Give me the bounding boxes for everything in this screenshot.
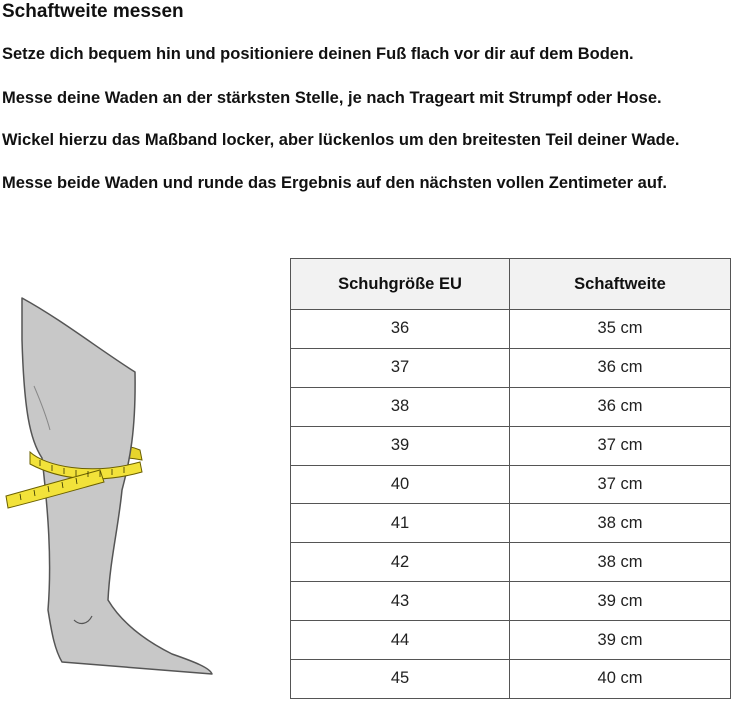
shaft-width-cell: 40 cm xyxy=(510,660,731,699)
table-row xyxy=(291,660,731,699)
table-header-row xyxy=(291,259,731,310)
shoe-size-cell: 42 xyxy=(291,543,510,582)
shoe-size-cell: 38 xyxy=(291,387,510,426)
table-row xyxy=(291,582,731,621)
size-table xyxy=(290,258,731,699)
shaft-width-cell: 35 cm xyxy=(510,310,731,349)
instruction-3: Wickel hierzu das Maßband locker, aber lückenlos um den breitesten Teil deiner Wade. xyxy=(2,131,680,149)
shoe-size-cell: 36 xyxy=(291,310,510,349)
shaft-width-cell: 38 cm xyxy=(510,543,731,582)
shaft-width-cell: 37 cm xyxy=(510,465,731,504)
shoe-size-cell: 39 xyxy=(291,426,510,465)
shoe-size-cell: 45 xyxy=(291,660,510,699)
shaft-width-cell: 39 cm xyxy=(510,582,731,621)
instruction-1: Setze dich bequem hin und positioniere deinen Fuß flach vor dir auf dem Boden. xyxy=(2,45,634,63)
shaft-width-cell: 36 cm xyxy=(510,348,731,387)
shoe-size-cell: 43 xyxy=(291,582,510,621)
instruction-4: Messe beide Waden und runde das Ergebnis auf den nächsten vollen Zentimeter auf. xyxy=(2,174,668,192)
instruction-2: Messe deine Waden an der stärksten Stelle, je nach Trageart mit Strumpf oder Hose. xyxy=(2,89,662,107)
leg-with-measuring-tape-icon xyxy=(0,290,220,690)
column-header-shaft-width: Schaftweite xyxy=(510,259,731,310)
table-row xyxy=(291,504,731,543)
shaft-width-cell: 39 cm xyxy=(510,621,731,660)
shaft-width-cell: 38 cm xyxy=(510,504,731,543)
table-row xyxy=(291,465,731,504)
table-row xyxy=(291,387,731,426)
table-row xyxy=(291,426,731,465)
table-row xyxy=(291,310,731,349)
shoe-size-cell: 37 xyxy=(291,348,510,387)
table-row xyxy=(291,621,731,660)
column-header-shoe-size: Schuhgröße EU xyxy=(291,259,510,310)
shoe-size-cell: 44 xyxy=(291,621,510,660)
table-row xyxy=(291,543,731,582)
page-title: Schaftweite messen xyxy=(2,1,184,22)
shaft-width-cell: 36 cm xyxy=(510,387,731,426)
shoe-size-cell: 40 xyxy=(291,465,510,504)
shoe-size-cell: 41 xyxy=(291,504,510,543)
table-row xyxy=(291,348,731,387)
shaft-width-cell: 37 cm xyxy=(510,426,731,465)
